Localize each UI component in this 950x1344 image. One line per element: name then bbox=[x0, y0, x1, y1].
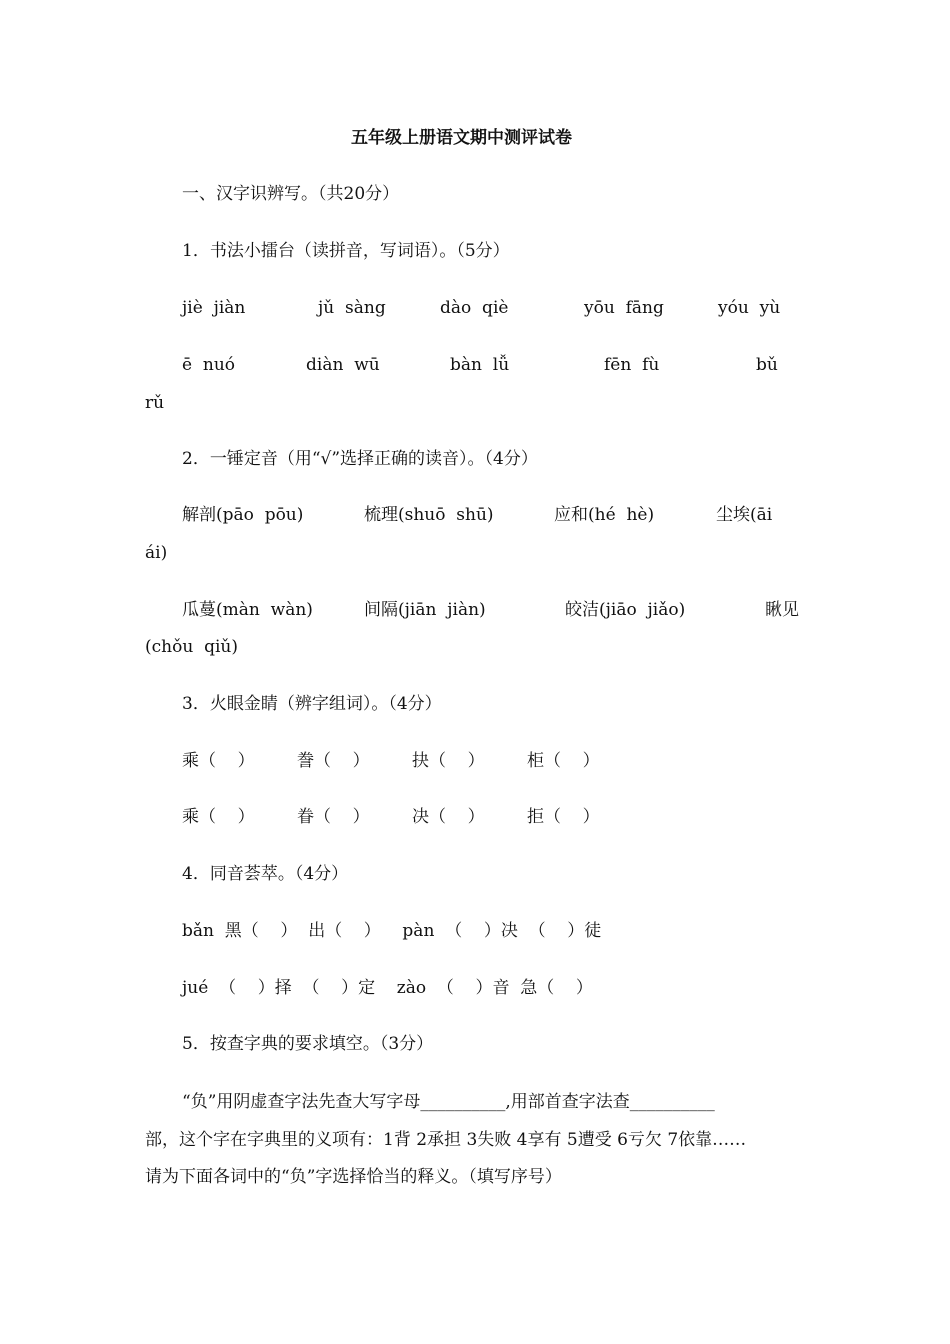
question-5-heading: 5．按查字典的要求填空。（3分） bbox=[182, 1034, 434, 1054]
reading-choice: 应和(hé hè) bbox=[554, 505, 655, 525]
word-blank: 乘（ ） bbox=[182, 751, 255, 771]
word-blank: 眷（ ） bbox=[297, 807, 370, 827]
pinyin-item: fēn fù bbox=[604, 355, 660, 375]
reading-choice: 皎洁(jiāo jiǎo) bbox=[565, 600, 686, 620]
pinyin-item: yóu yù bbox=[718, 298, 781, 318]
section-heading: 一、汉字识辨写。（共20分） bbox=[182, 184, 400, 204]
paragraph-line: “负”用阴虚查字法先查大写字母__________,用部首查字法查__________ bbox=[182, 1092, 715, 1112]
homophone-row: jué （ ）择 （ ）定 zào （ ）音 急（ ） bbox=[182, 978, 593, 998]
question-1-heading: 1．书法小擂台（读拼音，写词语）。（5分） bbox=[182, 241, 510, 261]
pinyin-item: jiè jiàn bbox=[182, 298, 246, 318]
reading-choice: 尘埃(āi bbox=[716, 505, 773, 525]
reading-choice: 瓜蔓(màn wàn) bbox=[182, 600, 313, 620]
word-blank: 誊（ ） bbox=[297, 751, 370, 771]
reading-choice: 瞅见 bbox=[765, 600, 799, 620]
pinyin-item: ē nuó bbox=[182, 355, 236, 375]
pinyin-item: bàn lǚ bbox=[450, 355, 510, 375]
question-3-heading: 3．火眼金睛（辨字组词）。（4分） bbox=[182, 694, 442, 714]
paragraph-line: 请为下面各词中的“负”字选择恰当的释义。（填写序号） bbox=[145, 1167, 562, 1187]
paragraph-line: 部，这个字在字典里的义项有：1背 2承担 3失败 4享有 5遭受 6亏欠 7依靠…… bbox=[145, 1130, 747, 1150]
reading-choice: 梳理(shuō shū) bbox=[364, 505, 494, 525]
reading-choice: 解剖(pāo pōu) bbox=[182, 505, 304, 525]
word-blank: 抉（ ） bbox=[412, 751, 485, 771]
reading-choice-wrap: (chǒu qiǔ) bbox=[145, 637, 238, 657]
exam-title: 五年级上册语文期中测评试卷 bbox=[351, 128, 572, 148]
pinyin-item: dào qiè bbox=[440, 298, 509, 318]
word-blank: 乘（ ） bbox=[182, 807, 255, 827]
question-2-heading: 2．一锤定音（用“√”选择正确的读音）。（4分） bbox=[182, 449, 538, 469]
pinyin-item-wrap: rǔ bbox=[145, 393, 165, 413]
reading-choice-wrap: ái) bbox=[145, 543, 168, 563]
reading-choice: 间隔(jiān jiàn) bbox=[364, 600, 486, 620]
word-blank: 拒（ ） bbox=[527, 807, 600, 827]
question-4-heading: 4．同音荟萃。（4分） bbox=[182, 864, 349, 884]
word-blank: 决（ ） bbox=[412, 807, 485, 827]
pinyin-item: bǔ bbox=[756, 355, 778, 375]
homophone-row: bǎn 黑（ ） 出（ ） pàn （ ）决 （ ）徒 bbox=[182, 921, 602, 941]
pinyin-item: jǔ sàng bbox=[318, 298, 386, 318]
word-blank: 柜（ ） bbox=[527, 751, 600, 771]
pinyin-item: diàn wū bbox=[306, 355, 380, 375]
pinyin-item: yōu fāng bbox=[584, 298, 664, 318]
